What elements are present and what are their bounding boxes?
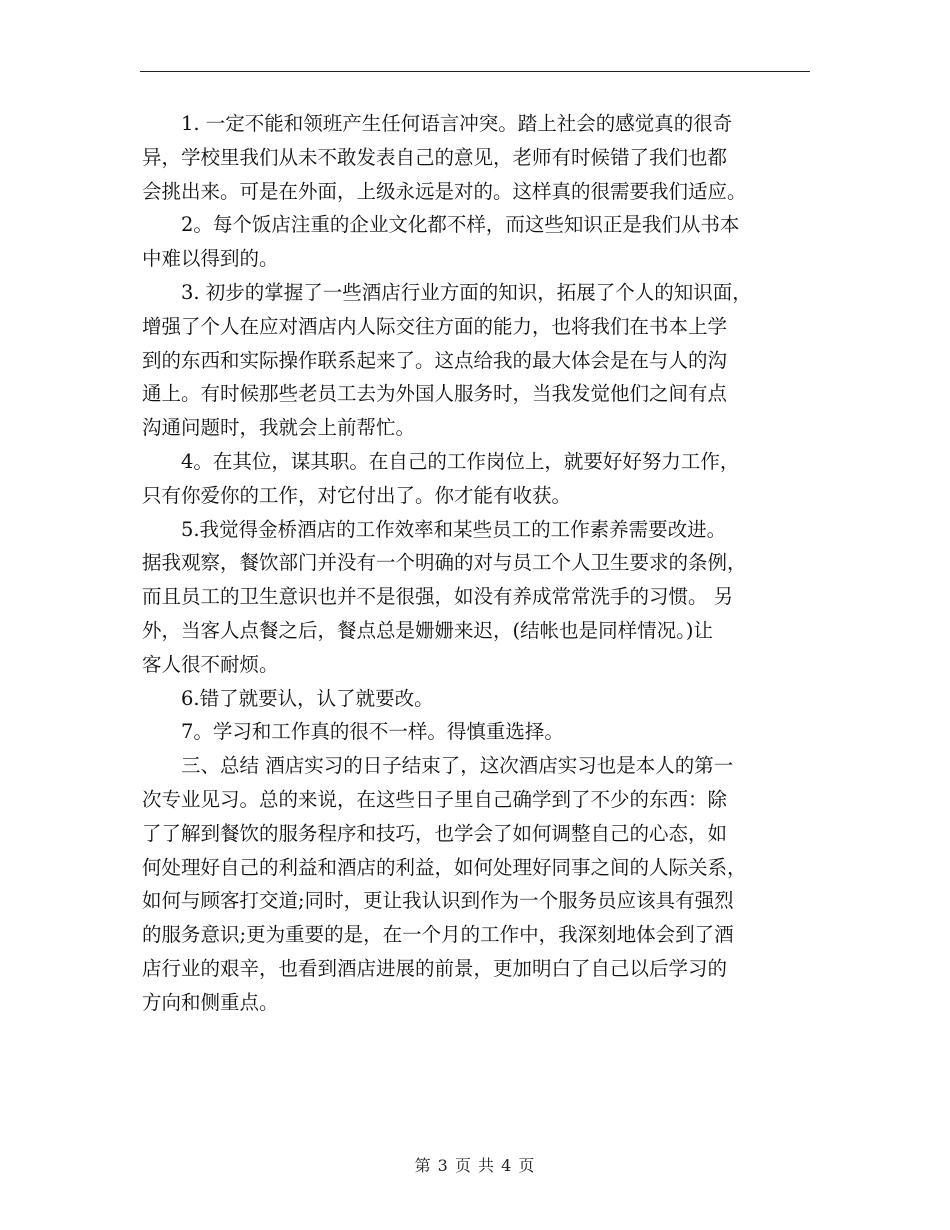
text-line: 中难以得到的。: [142, 247, 279, 271]
text-line: 三、总结 酒店实习的日子结束了，这次酒店实习也是本人的第一: [142, 754, 734, 778]
text-line: 客人很不耐烦。: [142, 652, 279, 676]
text-line: 5.我觉得金桥酒店的工作效率和某些员工的工作素养需要改进。: [142, 517, 727, 541]
text-line: 了了解到餐饮的服务程序和技巧，也学会了如何调整自己的心态，如: [142, 821, 728, 845]
text-line: 到的东西和实际操作联系起来了。这点给我的最大体会是在与人的沟: [142, 348, 728, 372]
text-line: 异，学校里我们从未不敢发表自己的意见，老师有时候错了我们也都: [142, 145, 728, 169]
text-line: 增强了个人在应对酒店内人际交往方面的能力，也将我们在书本上学: [142, 314, 728, 338]
text-line: 方向和侧重点。: [142, 990, 279, 1014]
text-line: 1. 一定不能和领班产生任何语言冲突。踏上社会的感觉真的很奇: [142, 112, 733, 135]
body-text: [142, 107, 814, 1020]
text-line: 据我观察，餐饮部门并没有一个明确的对与员工个人卫生要求的条例，: [142, 551, 747, 575]
text-line: 的服务意识;更为重要的是，在一个月的工作中，我深刻地体会到了酒: [142, 923, 734, 947]
text-line: 2。每个饭店注重的企业文化都不样，而这些知识正是我们从书本: [142, 213, 740, 237]
page-footer: 第 3 页 共 4 页: [414, 1156, 536, 1175]
text-line: 通上。有时候那些老员工去为外国人服务时，当我发觉他们之间有点: [142, 382, 728, 406]
text-line: 而且员工的卫生意识也并不是很强，如没有养成常常洗手的习惯。 另: [142, 585, 734, 609]
text-line: 店行业的艰辛，也看到酒店进展的前景，更加明白了自己以后学习的: [142, 956, 728, 980]
text-line: 会挑出来。可是在外面，上级永远是对的。这样真的很需要我们适应。: [142, 179, 747, 203]
text-line: 次专业见习。总的来说，在这些日子里自己确学到了不少的东西：除: [142, 787, 728, 811]
header-rule: [140, 71, 810, 72]
text-line: 何处理好自己的利益和酒店的利益，如何处理好同事之间的人际关系，: [142, 855, 747, 879]
text-line: 3. 初步的掌握了一些酒店行业方面的知识，拓展了个人的知识面，: [142, 280, 752, 304]
text-line: 沟通问题时，我就会上前帮忙。: [142, 416, 416, 440]
text-line: 4。在其位，谋其职。在自己的工作岗位上，就要好好努力工作，: [142, 449, 740, 473]
text-line: 6.错了就要认，认了就要改。: [142, 686, 434, 710]
text-line: 7。学习和工作真的很不一样。得慎重选择。: [142, 720, 564, 744]
text-line: 只有你爱你的工作，对它付出了。你才能有收获。: [142, 483, 572, 507]
text-line: 如何与顾客打交道;同时，更让我认识到作为一个服务员应该具有强烈: [142, 889, 734, 913]
text-line: 外，当客人点餐之后，餐点总是姗姗来迟，(结帐也是同样情况。)让: [142, 618, 713, 642]
